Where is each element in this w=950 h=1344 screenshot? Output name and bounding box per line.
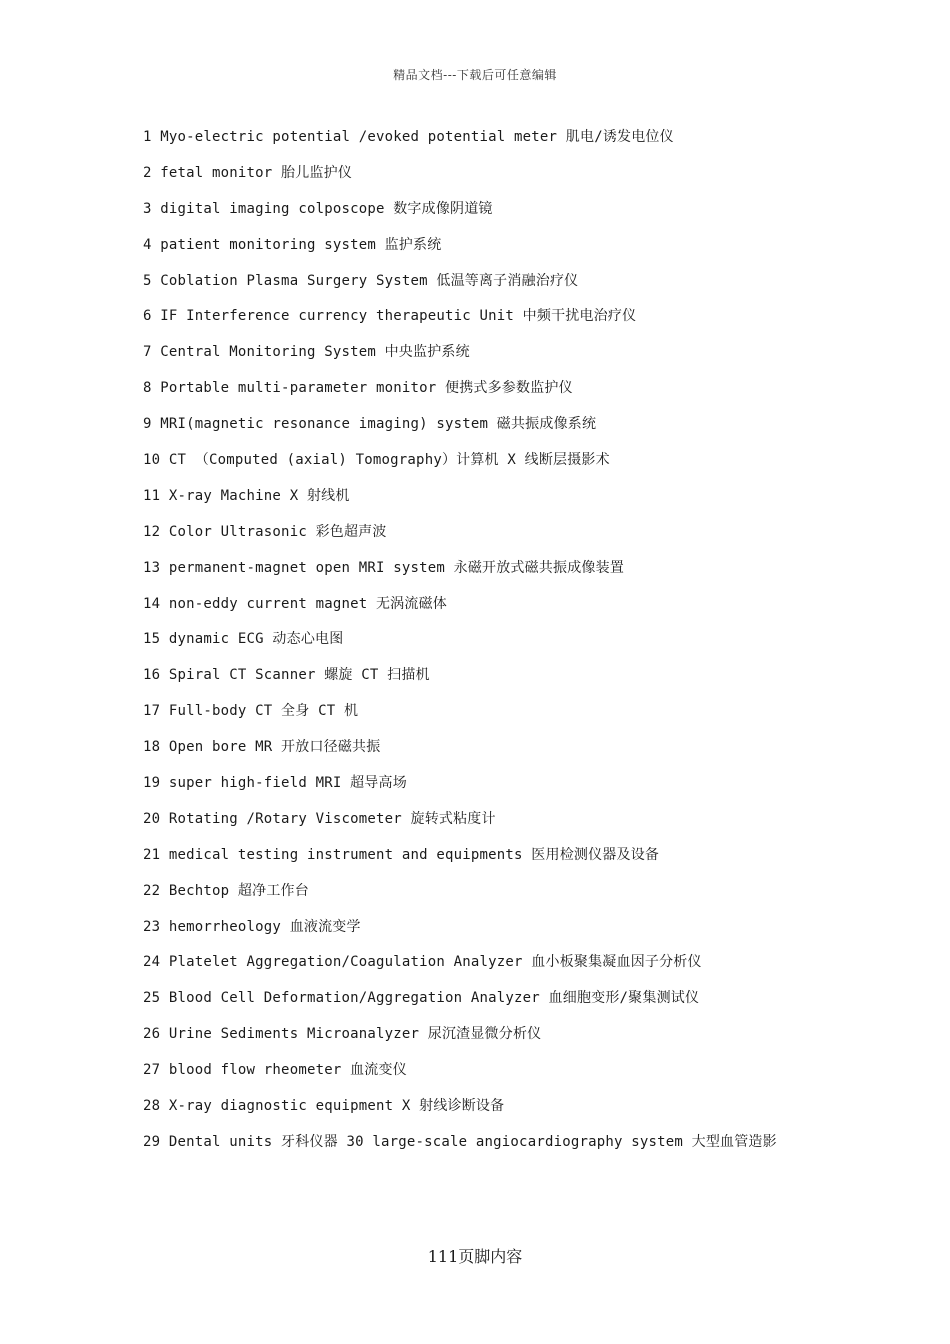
list-item [143, 842, 933, 878]
list-item [143, 985, 933, 1021]
list-item [143, 483, 933, 519]
entry-text: 18 Open bore MR 开放口径磁共振 [143, 739, 381, 756]
entry-text: 28 X-ray diagnostic equipment X 射线诊断设备 [143, 1098, 505, 1115]
entry-text: 3 digital imaging colposcope 数字成像阴道镜 [143, 200, 493, 217]
entry-text: 24 Platelet Aggregation/Coagulation Analyzer 血小板聚集凝血因子分析仪 [143, 954, 702, 971]
entry-text: 16 Spiral CT Scanner 螺旋 CT 扫描机 [143, 667, 430, 684]
list-item [143, 447, 933, 483]
list-item [143, 124, 933, 160]
entry-text: 9 MRI(magnetic resonance imaging) system 磁共振成像系统 [143, 416, 597, 433]
entry-text: 20 Rotating /Rotary Viscometer 旋转式粘度计 [143, 810, 496, 827]
entry-text: 27 blood flow rheometer 血流变仪 [143, 1062, 407, 1079]
entry-text: 26 Urine Sediments Microanalyzer 尿沉渣显微分析仪 [143, 1026, 542, 1043]
list-item [143, 806, 933, 842]
list-item [143, 196, 933, 232]
entry-text: 15 dynamic ECG 动态心电图 [143, 631, 344, 648]
list-item [143, 411, 933, 447]
list-item [143, 232, 933, 268]
entry-text: 4 patient monitoring system 监护系统 [143, 236, 442, 253]
list-item [143, 914, 933, 950]
entry-text: 12 Color Ultrasonic 彩色超声波 [143, 523, 387, 540]
entry-text: 10 CT （Computed (axial) Tomography）计算机 X 线断层摄影术 [143, 452, 610, 469]
list-item [143, 303, 933, 339]
entry-text: 29 Dental units 牙科仪器 30 large-scale angiocardiography system 大型血管造影 [143, 1133, 777, 1150]
list-item [143, 626, 933, 662]
entry-text: 23 hemorrheology 血液流变学 [143, 918, 361, 935]
list-item [143, 949, 933, 985]
list-item [143, 734, 933, 770]
entry-text: 6 IF Interference currency therapeutic Unit 中频干扰电治疗仪 [143, 308, 637, 325]
page-header: 精品文档---下载后可任意编辑 [393, 68, 557, 82]
entry-text: 25 Blood Cell Deformation/Aggregation Analyzer 血细胞变形/聚集测试仪 [143, 990, 700, 1007]
entry-text: 14 non-eddy current magnet 无涡流磁体 [143, 595, 447, 612]
list-item [143, 591, 933, 627]
list-item [143, 1057, 933, 1093]
entry-text: 2 fetal monitor 胎儿监护仪 [143, 164, 353, 181]
page-footer: 111页脚内容 [427, 1247, 523, 1266]
entry-text: 7 Central Monitoring System 中央监护系统 [143, 344, 470, 361]
list-item [143, 339, 933, 375]
list-item [143, 160, 933, 196]
list-item [143, 878, 933, 914]
list-item [143, 698, 933, 734]
list-item [143, 1129, 933, 1165]
entry-text: 17 Full-body CT 全身 CT 机 [143, 703, 359, 720]
entry-text: 13 permanent-magnet open MRI system 永磁开放式磁共振成像装置 [143, 559, 625, 576]
list-item [143, 770, 933, 806]
entry-text: 8 Portable multi-parameter monitor 便携式多参数监护仪 [143, 380, 573, 397]
list-item [143, 662, 933, 698]
list-item [143, 1093, 933, 1129]
entry-text: 21 medical testing instrument and equipments 医用检测仪器及设备 [143, 846, 660, 863]
entry-text: 22 Bechtop 超净工作台 [143, 882, 309, 899]
list-item [143, 1021, 933, 1057]
list-item [143, 375, 933, 411]
entry-text: 1 Myo-electric potential /evoked potential meter 肌电/诱发电位仪 [143, 129, 674, 145]
list-item [143, 555, 933, 591]
entry-text: 19 super high-field MRI 超导高场 [143, 775, 407, 792]
entry-text: 11 X-ray Machine X 射线机 [143, 487, 350, 504]
entry-text: 5 Coblation Plasma Surgery System 低温等离子消融治疗仪 [143, 272, 579, 289]
list-item [143, 519, 933, 555]
glossary-list [143, 124, 933, 1165]
list-item [143, 268, 933, 304]
